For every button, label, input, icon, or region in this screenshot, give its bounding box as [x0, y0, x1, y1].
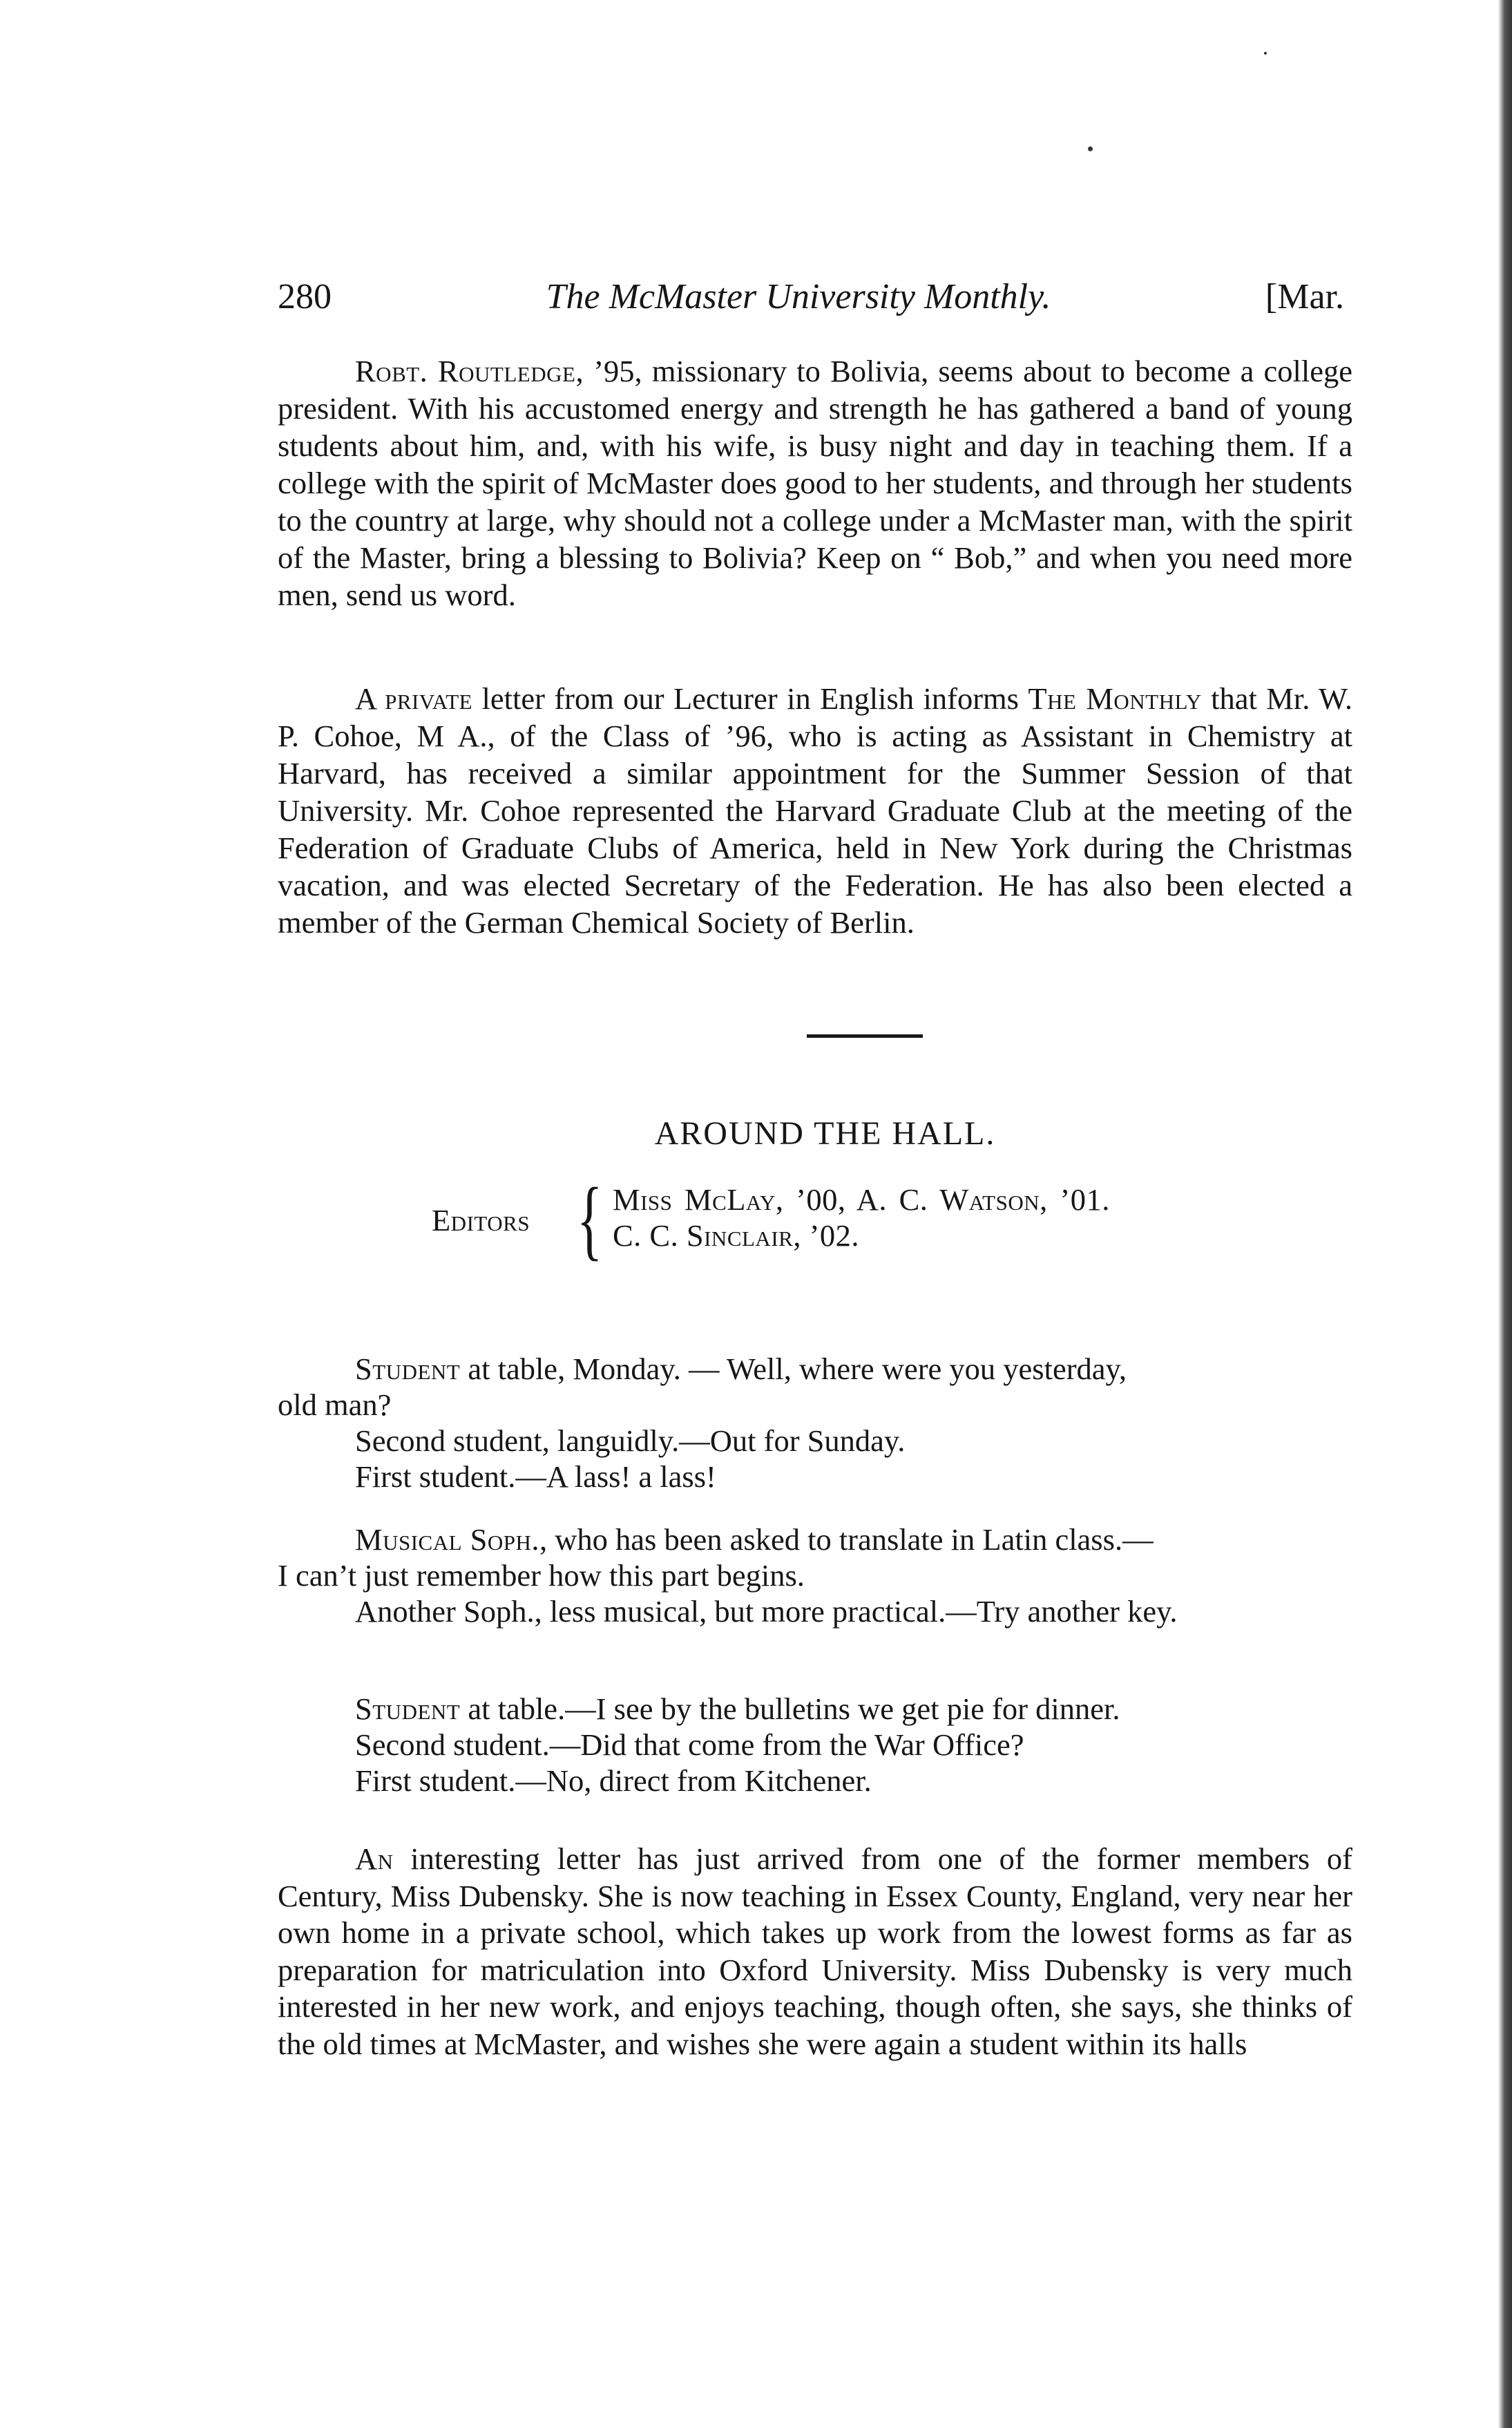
issue-month: [Mar. — [1265, 277, 1344, 316]
paragraph-cohoe — [278, 680, 1352, 941]
editors-line-1: Miss McLay, ’00, A. C. Watson, ’01. — [613, 1182, 1110, 1217]
paragraph-lead-smallcaps: private — [385, 681, 473, 716]
paragraph-body: that Mr. W. P. Cohoe, M A., of the Class of ’96, who is acting as Assistant in Chemistry at Harvard, has received a similar appointment for the Summer Session of that University. Mr. Cohoe represented the Harvard Graduate Club at the meeting of the Federation of Graduate Clubs of America, held in New York during the Christmas vacation, and was elected Secretary of the Federation. He has also been elected a member of the German Chemical Society of Berlin. — [278, 681, 1352, 940]
paragraph-body: interesting letter has just arrived from one of the former members of Century, Miss Dubensky. She is now teaching in Essex County, England, very near her own home in a private school, which takes up work from the lowest forms as far as preparation for matriculation into Oxford University. Miss Dubensky is very much interested in her new work, and enjoys teaching, though often, she says, she thinks of the old times at McMaster, and wishes she were again a student within its halls — [278, 1841, 1352, 2061]
journal-name: The Monthly — [1028, 681, 1202, 716]
anecdote-line: Second student.—Did that come from the War Office? — [355, 1727, 1024, 1762]
anecdote-line: Second student, languidly.—Out for Sunday. — [355, 1423, 906, 1458]
anecdote-line: at table, Monday. — Well, where were you yesterday, — [460, 1351, 1127, 1386]
paragraph-routledge — [278, 352, 1352, 614]
editors-label: Editors — [432, 1203, 530, 1237]
section-title — [0, 1115, 1512, 1153]
anecdote-line: at table.—I see by the bulletins we get pie for dinner. — [460, 1691, 1120, 1726]
running-header — [278, 279, 1344, 315]
paragraph-lead: A — [355, 681, 385, 716]
scan-speck — [1088, 146, 1093, 151]
anecdote-line: Another Soph., less musical, but more practical.—Try another key. — [355, 1594, 1178, 1629]
anecdote-lead: Student — [355, 1351, 461, 1386]
anecdote-1 — [278, 1351, 1352, 1495]
paragraph-body: ’95, missionary to Bolivia, seems about to become a college president. With his accustomed energy and strength he has gathered a band of young students about him, and, with his wife, is busy night and day in teaching them. If a college with the spirit of McMaster does good to her students, and through her students to the country at large, why should not a college under a McMaster man, with the spirit of the Master, bring a blessing to Bolivia? Keep on “ Bob,” and when you need more men, send us word. — [278, 354, 1352, 612]
anecdote-line: old man? — [278, 1387, 392, 1422]
anecdote-2 — [278, 1521, 1352, 1629]
scan-speck — [1264, 52, 1267, 55]
scan-edge-shadow — [1498, 0, 1512, 2428]
section-title-text: AROUND THE HALL. — [654, 1115, 996, 1152]
page-number: 280 — [278, 277, 332, 316]
anecdote-3 — [278, 1691, 1352, 1799]
section-divider — [807, 1034, 923, 1038]
paragraph-dubensky — [278, 1841, 1352, 2062]
paragraph-lead: An — [355, 1841, 394, 1876]
anecdote-line: First student.—No, direct from Kitchener. — [355, 1763, 872, 1798]
anecdote-line: First student.—A lass! a lass! — [355, 1459, 716, 1494]
anecdote-lead: Musical Soph. — [355, 1522, 540, 1557]
paragraph-body: letter from our Lecturer in English informs — [472, 681, 1028, 716]
journal-title: The McMaster University Monthly. — [546, 277, 1051, 316]
paragraph-lead: Robt. Routledge, — [355, 354, 584, 388]
brace-icon: { — [577, 1170, 603, 1269]
anecdote-lead: Student — [355, 1691, 461, 1726]
anecdote-line: , who has been asked to translate in Latin class.— — [539, 1522, 1154, 1557]
editors-line-2: C. C. Sinclair, ’02. — [613, 1218, 860, 1253]
anecdote-line: I can’t just remember how this part begins. — [278, 1558, 805, 1593]
